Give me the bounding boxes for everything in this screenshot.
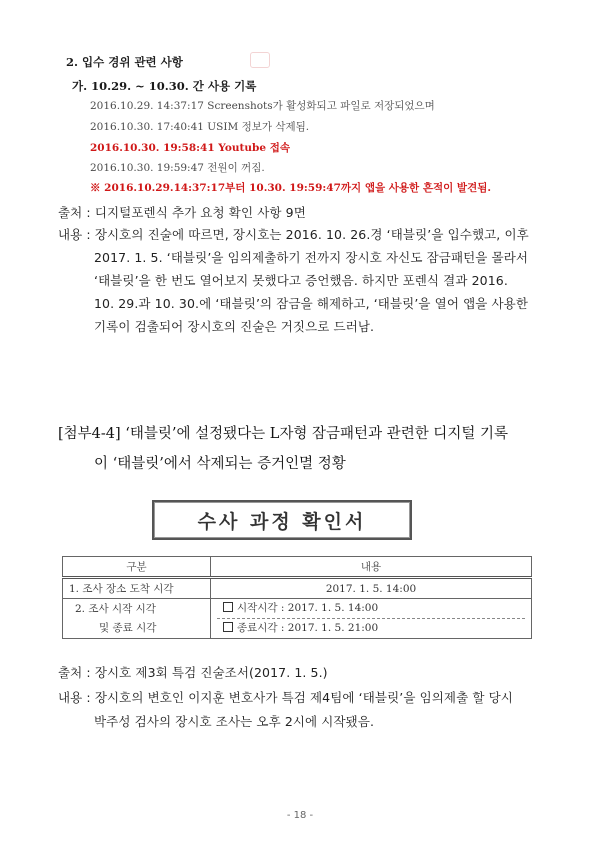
source-label: 출처 bbox=[58, 205, 83, 220]
start-time-entry bbox=[217, 599, 525, 618]
confirm-title: 수사 과정 확인서 bbox=[152, 500, 412, 540]
content-line: 박주성 검사의 장시호 조사는 오후 2시에 시작됐음. bbox=[94, 714, 375, 729]
row-label-a: 2. 조사 시작 시각 bbox=[75, 602, 156, 615]
log-line-highlight: 2016.10.30. 19:58:41 Youtube 접속 bbox=[90, 142, 290, 154]
content-line: 기록이 검출되어 장시호의 진술은 거짓으로 드러남. bbox=[94, 319, 375, 334]
content-text: 장시호의 변호인 이지훈 변호사가 특검 제4팀에 ‘태블릿’을 임의제출 할 당시 bbox=[94, 690, 513, 705]
attachment-heading: [첨부4-4] ‘태블릿’에 설정됐다는 L자형 잠금패턴과 관련한 디지털 기록 bbox=[58, 426, 508, 442]
source-text: 장시호 제3회 특검 진술조서(2017. 1. 5.) bbox=[94, 665, 328, 680]
source-label: 출처 bbox=[58, 665, 83, 680]
source-line: 출처 : 디지털포렌식 추가 요청 확인 사항 9면 bbox=[58, 205, 306, 220]
row-value bbox=[211, 599, 532, 639]
source-text: 디지털포렌식 추가 요청 확인 사항 9면 bbox=[94, 205, 306, 220]
table-row bbox=[63, 599, 532, 639]
row-label: 1. 조사 장소 도착 시각 bbox=[63, 578, 211, 599]
content-line: 10. 29.과 10. 30.에 ‘태블릿’의 잠금을 해제하고, ‘태블릿’을 열어 앱을 사용한 bbox=[94, 296, 529, 311]
table-header-row bbox=[63, 557, 532, 578]
end-time-entry bbox=[217, 618, 525, 638]
page-number: - 18 - bbox=[286, 810, 314, 821]
checkbox-icon bbox=[223, 602, 233, 612]
scan-stamp-mark bbox=[250, 52, 270, 68]
end-time: 종료시각 : 2017. 1. 5. 21:00 bbox=[237, 622, 379, 634]
table-row bbox=[63, 578, 532, 599]
start-time: 시작시각 : 2017. 1. 5. 14:00 bbox=[237, 602, 379, 614]
log-line: 2016.10.30. 19:59:47 전원이 꺼짐. bbox=[90, 162, 265, 174]
row-label bbox=[63, 599, 211, 639]
row-label-b: 및 종료 시각 bbox=[99, 621, 157, 634]
content-label: 내용 bbox=[58, 227, 83, 242]
header-category: 구분 bbox=[63, 557, 211, 578]
row-value: 2017. 1. 5. 14:00 bbox=[211, 578, 532, 599]
content-text: 장시호의 진술에 따르면, 장시호는 2016. 10. 26.경 ‘태블릿’을 입수했고, 이후 bbox=[94, 227, 529, 242]
log-line: 2016.10.30. 17:40:41 USIM 정보가 삭제됨. bbox=[90, 121, 310, 133]
source-line: 출처 : 장시호 제3회 특검 진술조서(2017. 1. 5.) bbox=[58, 665, 328, 680]
scan-subsection-heading: 가. 10.29. ~ 10.30. 간 사용 기록 bbox=[72, 79, 257, 93]
header-content: 내용 bbox=[211, 557, 532, 578]
scan-section-heading: 2. 입수 경위 관련 사항 bbox=[66, 55, 183, 69]
content-label: 내용 bbox=[58, 690, 83, 705]
log-summary-note: ※ 2016.10.29.14:37:17부터 10.30. 19:59:47까지 앱을 사용한 흔적이 발견됨. bbox=[90, 182, 492, 194]
checkbox-icon bbox=[223, 622, 233, 632]
attachment-heading-cont: 이 ‘태블릿’에서 삭제되는 증거인멸 정황 bbox=[94, 456, 346, 472]
content-line: ‘태블릿’을 한 번도 열어보지 못했다고 증언했음. 하지만 포렌식 결과 2016. bbox=[94, 273, 508, 288]
confirm-table bbox=[62, 556, 532, 639]
content-line: 내용 : 장시호의 변호인 이지훈 변호사가 특검 제4팀에 ‘태블릿’을 임의제출 할 당시 bbox=[58, 690, 513, 705]
content-line: 내용 : 장시호의 진술에 따르면, 장시호는 2016. 10. 26.경 ‘태블릿’을 입수했고, 이후 bbox=[58, 227, 529, 242]
log-line: 2016.10.29. 14:37:17 Screenshots가 활성화되고 파일로 저장되었으며 bbox=[90, 100, 435, 112]
content-line: 2017. 1. 5. ‘태블릿’을 임의제출하기 전까지 장시호 자신도 잠금패턴을 몰라서 bbox=[94, 250, 529, 265]
